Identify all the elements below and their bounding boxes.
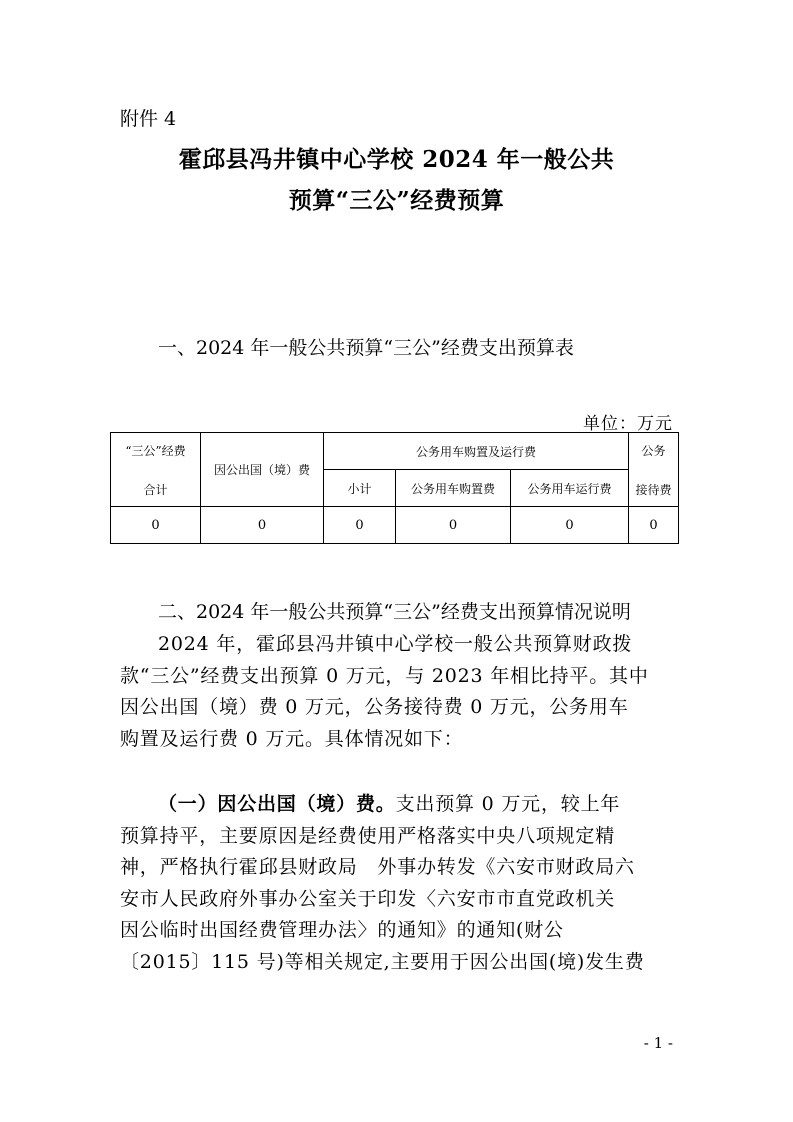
header-subtotal: 小计 xyxy=(324,470,396,507)
paragraph-line: 2024 年，霍邱县冯井镇中心学校一般公共预算财政拨 xyxy=(158,633,633,655)
table-row xyxy=(111,507,679,544)
header-reception-line2: 接待费 xyxy=(635,482,672,497)
value-reception: 0 xyxy=(629,507,679,544)
paragraph-line: 神，严格执行霍邱县财政局 外事办转发《六安市财政局六 xyxy=(120,856,635,878)
value-subtotal: 0 xyxy=(324,507,396,544)
paragraph-line: 款“三公”经费支出预算 0 万元，与 2023 年相比持平。其中 xyxy=(120,664,649,687)
paragraph-line-rest: 支出预算 0 万元，较上年 xyxy=(395,793,621,815)
document-title-line1: 霍邱县冯井镇中心学校 2024 年一般公共 xyxy=(178,146,615,173)
paragraph-1 xyxy=(120,629,680,755)
header-vehicle-group: 公务用车购置及运行费 xyxy=(324,433,629,470)
header-reception xyxy=(629,433,679,507)
page-number: - 1 - xyxy=(643,1034,673,1052)
header-total-line1: “三公”经费 xyxy=(125,443,186,458)
header-vehicle-operation: 公务用车运行费 xyxy=(511,470,629,507)
paragraph-line: 〔2015〕115 号)等相关规定,主要用于因公出国(境)发生费 xyxy=(120,950,645,973)
table-header-row xyxy=(111,433,679,470)
paragraph-heading: （一）因公出国（境）费。 xyxy=(158,793,396,815)
header-abroad: 因公出国（境）费 xyxy=(201,433,324,507)
value-abroad: 0 xyxy=(201,507,324,544)
paragraph-line xyxy=(120,789,680,821)
section2-title: 二、2024 年一般公共预算“三公”经费支出预算情况说明 xyxy=(158,601,631,623)
document-title-line2: 预算“三公”经费预算 xyxy=(288,187,505,214)
header-total-line2: 合计 xyxy=(143,482,168,497)
header-reception-line1: 公务 xyxy=(641,443,666,458)
budget-table xyxy=(110,432,679,544)
paragraph-line: 安市人民政府外事办公室关于印发〈六安市市直党政机关 xyxy=(120,887,616,910)
paragraph-line: 预算持平，主要原因是经费使用严格落实中央八项规定精 xyxy=(120,824,616,847)
header-vehicle-purchase: 公务用车购置费 xyxy=(396,470,511,507)
paragraph-line: 因公临时出国经费管理办法〉的通知》的通知(财公 xyxy=(120,919,564,941)
unit-label: 单位：万元 xyxy=(583,414,673,434)
paragraph-2 xyxy=(120,789,680,978)
attachment-label: 附件 4 xyxy=(120,108,177,130)
paragraph-line: 因公出国（境）费 0 万元，公务接待费 0 万元，公务用车 xyxy=(120,696,629,718)
value-vehicle-purchase: 0 xyxy=(396,507,511,544)
section1-title: 一、2024 年一般公共预算“三公”经费支出预算表 xyxy=(158,337,574,359)
header-total xyxy=(111,433,201,507)
value-total: 0 xyxy=(111,507,201,544)
value-vehicle-operation: 0 xyxy=(511,507,629,544)
paragraph-line: 购置及运行费 0 万元。具体情况如下： xyxy=(120,727,464,750)
